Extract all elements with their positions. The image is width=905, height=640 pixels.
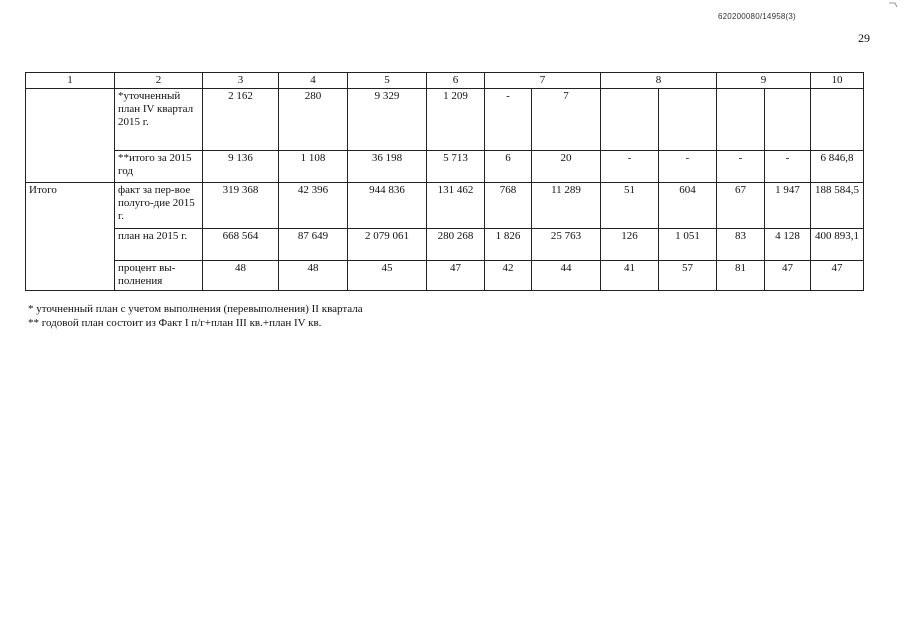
table-row (26, 151, 864, 183)
table-cell: 67 (717, 183, 765, 229)
table-cell: 20 (532, 151, 601, 183)
table-cell: 6 846,8 (811, 151, 864, 183)
table-cell: 768 (485, 183, 532, 229)
table-cell: - (601, 151, 659, 183)
column-number-row (26, 73, 864, 89)
table-cell: 1 947 (765, 183, 811, 229)
column-number: 8 (601, 73, 717, 89)
table-cell: 1 051 (659, 229, 717, 261)
footnotes (28, 302, 363, 330)
table-cell: 400 893,1 (811, 229, 864, 261)
table-cell: 83 (717, 229, 765, 261)
table-cell: 188 584,5 (811, 183, 864, 229)
table-cell: 668 564 (203, 229, 279, 261)
row-label: факт за пер-вое полуго-дие 2015 г. (115, 183, 203, 229)
table-cell: 944 836 (348, 183, 427, 229)
table-cell: 604 (659, 183, 717, 229)
plan-table (25, 72, 864, 291)
column-number: 10 (811, 73, 864, 89)
table-cell: 6 (485, 151, 532, 183)
table-cell: - (485, 89, 532, 151)
table-cell: 48 (203, 261, 279, 291)
table-cell: 11 289 (532, 183, 601, 229)
table-cell: 126 (601, 229, 659, 261)
table-cell: 42 396 (279, 183, 348, 229)
table-cell: 4 128 (765, 229, 811, 261)
column-number: 5 (348, 73, 427, 89)
column-number: 2 (115, 73, 203, 89)
table-cell: 1 826 (485, 229, 532, 261)
row-label: процент вы-полнения (115, 261, 203, 291)
table-cell: 2 079 061 (348, 229, 427, 261)
table-cell (811, 89, 864, 151)
row-label: *уточненный план IV квартал 2015 г. (115, 89, 203, 151)
table-cell: 5 713 (427, 151, 485, 183)
table-row (26, 229, 864, 261)
footnote: ** годовой план состоит из Факт I п/г+план III кв.+план IV кв. (28, 317, 322, 329)
column-number: 9 (717, 73, 811, 89)
table-cell: 41 (601, 261, 659, 291)
column-number: 3 (203, 73, 279, 89)
table-cell: 87 649 (279, 229, 348, 261)
row-label: **итого за 2015 год (115, 151, 203, 183)
footnote: * уточненный план с учетом выполнения (перевыполнения) II квартала (28, 303, 363, 315)
table-cell: - (659, 151, 717, 183)
column-number: 6 (427, 73, 485, 89)
table-cell (765, 89, 811, 151)
column-number: 1 (26, 73, 115, 89)
table-cell: 1 209 (427, 89, 485, 151)
row-group-cell (26, 89, 115, 183)
table-cell: 47 (811, 261, 864, 291)
table-cell: 47 (427, 261, 485, 291)
table-cell (601, 89, 659, 151)
table-cell: 131 462 (427, 183, 485, 229)
table-cell: 7 (532, 89, 601, 151)
table-cell: 42 (485, 261, 532, 291)
table-cell: - (717, 151, 765, 183)
table-row (26, 183, 864, 229)
row-group-label: Итого (26, 183, 115, 291)
table-cell: 9 329 (348, 89, 427, 151)
table-cell (659, 89, 717, 151)
table-cell: 51 (601, 183, 659, 229)
document-id: 620200080/14958(3) (718, 12, 796, 21)
table-cell: 36 198 (348, 151, 427, 183)
table-cell: 57 (659, 261, 717, 291)
table-cell: 81 (717, 261, 765, 291)
table-cell: 48 (279, 261, 348, 291)
table-cell: 2 162 (203, 89, 279, 151)
table-cell: 25 763 (532, 229, 601, 261)
table-cell: 319 368 (203, 183, 279, 229)
table-cell (717, 89, 765, 151)
page-number: 29 (858, 31, 870, 45)
corner-scan-mark (888, 2, 898, 8)
table-cell: - (765, 151, 811, 183)
table-cell: 280 268 (427, 229, 485, 261)
column-number: 7 (485, 73, 601, 89)
row-label: план на 2015 г. (115, 229, 203, 261)
table-row (26, 261, 864, 291)
table-cell: 1 108 (279, 151, 348, 183)
table-cell: 47 (765, 261, 811, 291)
table-row (26, 89, 864, 151)
column-number: 4 (279, 73, 348, 89)
table-cell: 44 (532, 261, 601, 291)
table-cell: 9 136 (203, 151, 279, 183)
table-cell: 280 (279, 89, 348, 151)
table-cell: 45 (348, 261, 427, 291)
